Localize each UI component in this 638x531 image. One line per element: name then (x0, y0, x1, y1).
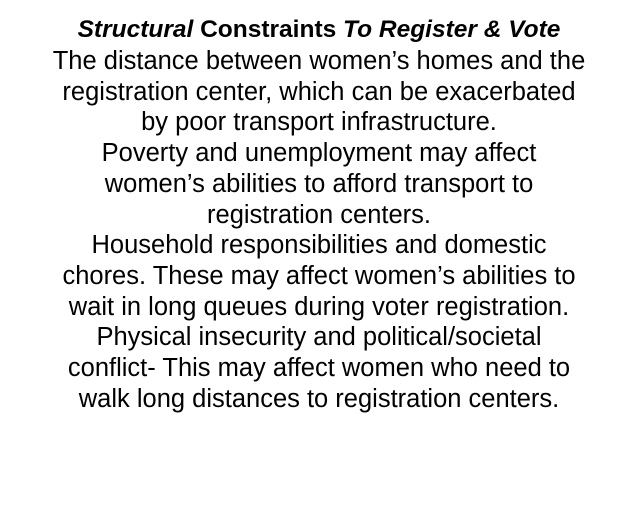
text-line: by poor transport infrastructure. (141, 108, 497, 137)
text-line: registration centers. (207, 200, 431, 229)
text-line: walk long distances to registration centers. (78, 384, 560, 413)
text-line: wait in long queues during voter registration. (68, 292, 570, 321)
title-constraints: Constraints (193, 16, 344, 43)
text-line: The distance between women’s homes and the (52, 47, 586, 75)
title-register-vote: To Register & Vote (343, 16, 561, 43)
paragraph-distance (0, 46, 638, 138)
text-line: Physical insecurity and political/societal (96, 323, 542, 352)
title-structural: Structural (77, 16, 194, 43)
text-line: Household responsibilities and domestic (91, 231, 547, 260)
text-line: women’s abilities to afford transport to (104, 169, 534, 198)
text-line: chores. These may affect women’s abilities to (62, 261, 576, 290)
slide-body (0, 46, 638, 414)
paragraph-household (0, 230, 638, 322)
slide-title (0, 14, 638, 46)
text-line: Poverty and unemployment may affect (101, 139, 537, 168)
paragraph-poverty (0, 138, 638, 230)
text-line: registration center, which can be exacerbated (62, 77, 576, 106)
paragraph-insecurity (0, 322, 638, 414)
text-line: conflict- This may affect women who need to (67, 354, 571, 383)
